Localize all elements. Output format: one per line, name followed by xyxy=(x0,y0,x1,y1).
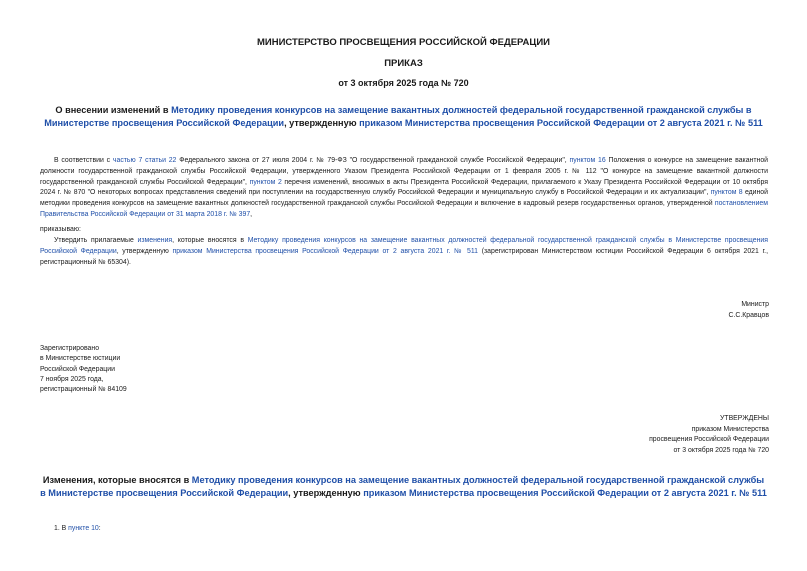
order-511-link[interactable]: приказом Министерства просвещения Российской Федерации от 2 августа 2021 г. № 511 xyxy=(359,117,763,128)
government-decree-link[interactable]: постановлением Правительства Российской Федерации от 31 марта 2018 г. № 397 xyxy=(40,200,768,218)
point-10-link[interactable]: пункте 10 xyxy=(68,525,99,532)
order-paragraph xyxy=(40,236,768,268)
ministry-name: МИНИСТЕРСТВО ПРОСВЕЩЕНИЯ РОССИЙСКОЙ ФЕДЕРАЦИИ xyxy=(256,37,551,48)
approval-line: УТВЕРЖДЕНЫ xyxy=(720,415,769,422)
methodology-link-3[interactable]: Методику проведения конкурсов на замещение вакантных должностей федеральной государственной гражданской службы в Министерстве просвещения Российской Федерации xyxy=(40,475,765,498)
preamble-paragraph xyxy=(40,156,768,221)
item1-text-2: : xyxy=(98,525,101,532)
preamble-text-6: , xyxy=(250,210,253,218)
approval-line: приказом Министерства xyxy=(691,425,769,433)
registration-line: Российской Федерации xyxy=(40,365,115,373)
order-text-3: , утвержденную xyxy=(116,247,173,255)
preamble-text-3: Положения о конкурсе на замещение вакантной должности государственной гражданской службы Российской Федерации, утвержденного Указом Президента Российской Федерации от 1 февраля 2005 г. № 112 "О конкурсе на замещение вакантной должности государственной гражданской службы Российской Федерации", xyxy=(40,157,769,186)
law-article-link[interactable]: частью 7 статьи 22 xyxy=(112,157,177,164)
registration-line: регистрационный № 84109 xyxy=(40,386,127,394)
order-date-number: от 3 октября 2025 года № 720 xyxy=(338,78,469,88)
signatory-name: С.С.Кравцов xyxy=(728,311,769,319)
changes-title-text-2: , утвержденную xyxy=(288,487,364,498)
point-2-link[interactable]: пунктом 2 xyxy=(249,178,282,186)
item1-text-1: 1. В xyxy=(54,525,69,532)
change-item-1 xyxy=(54,525,101,532)
order-511-link-3[interactable]: приказом Министерства просвещения Российской Федерации от 2 августа 2021 г. № 511 xyxy=(363,487,767,498)
changes-link[interactable]: изменения xyxy=(137,237,173,244)
title-text-1: О внесении изменений в xyxy=(55,105,172,115)
preamble-text-2: Федерального закона от 27 июля 2004 г. № 79-ФЗ "О государственной гражданской службе Российской Федерации", xyxy=(176,157,570,164)
approval-line: просвещения Российской Федерации xyxy=(649,436,769,443)
signature-block xyxy=(729,300,769,321)
registration-line: Зарегистрировано xyxy=(40,345,100,352)
document-type: ПРИКАЗ xyxy=(384,58,423,69)
order-text-2: , которые вносятся в xyxy=(172,237,248,244)
order-text-1: Утвердить прилагаемые xyxy=(54,237,138,244)
registration-block xyxy=(40,344,127,395)
approval-line: от 3 октября 2025 года № 720 xyxy=(673,446,769,454)
preamble-text-5: единой методики проведения конкурсов на замещение вакантных должностей государственной гражданской службы Российской Федерации и включение в кадровый резерв государственных органов, утвержденной xyxy=(40,189,768,208)
methodology-link-2[interactable]: Методику проведения конкурсов на замещение вакантных должностей федеральной государственной гражданской службы в Министерстве просвещения Российской Федерации xyxy=(40,237,768,255)
signatory-position: Министр xyxy=(741,301,769,308)
title-text-2: , утвержденную xyxy=(284,117,360,128)
preamble-text-1: В соответствии с xyxy=(54,157,113,164)
registration-line: 7 ноября 2025 года, xyxy=(40,375,104,383)
changes-title xyxy=(40,474,767,499)
order-title xyxy=(40,104,767,129)
methodology-link[interactable]: Методику проведения конкурсов на замещение вакантных должностей федеральной государственной гражданской службы в Министерстве просвещения Российской Федерации xyxy=(44,105,752,128)
approval-block xyxy=(649,414,769,456)
point-8-link[interactable]: пунктом 8 xyxy=(710,189,743,197)
order-text-4: (зарегистрирован Министерством юстиции Российской Федерации 6 октября 2021 г., регистрационный № 65304). xyxy=(40,247,769,266)
point-16-link[interactable]: пунктом 16 xyxy=(569,157,606,164)
changes-title-text-1: Изменения, которые вносятся в xyxy=(42,475,192,485)
registration-line: в Министерстве юстиции xyxy=(40,355,121,363)
order-511-link-2[interactable]: приказом Министерства просвещения Российской Федерации от 2 августа 2021 г. № 511 xyxy=(172,247,479,255)
order-word: приказываю: xyxy=(40,226,81,233)
preamble-text-4: перечня изменений, вносимых в акты Президента Российской Федерации, прилагаемого к Указу Президента Российской Федерации от 10 октября 2024 г. № 870 "О некоторых вопросах представления сведений при поступлении на государственную службу Российской Федерации и муниципальную службу в Российской Федерации и их актуализации", xyxy=(40,178,768,197)
